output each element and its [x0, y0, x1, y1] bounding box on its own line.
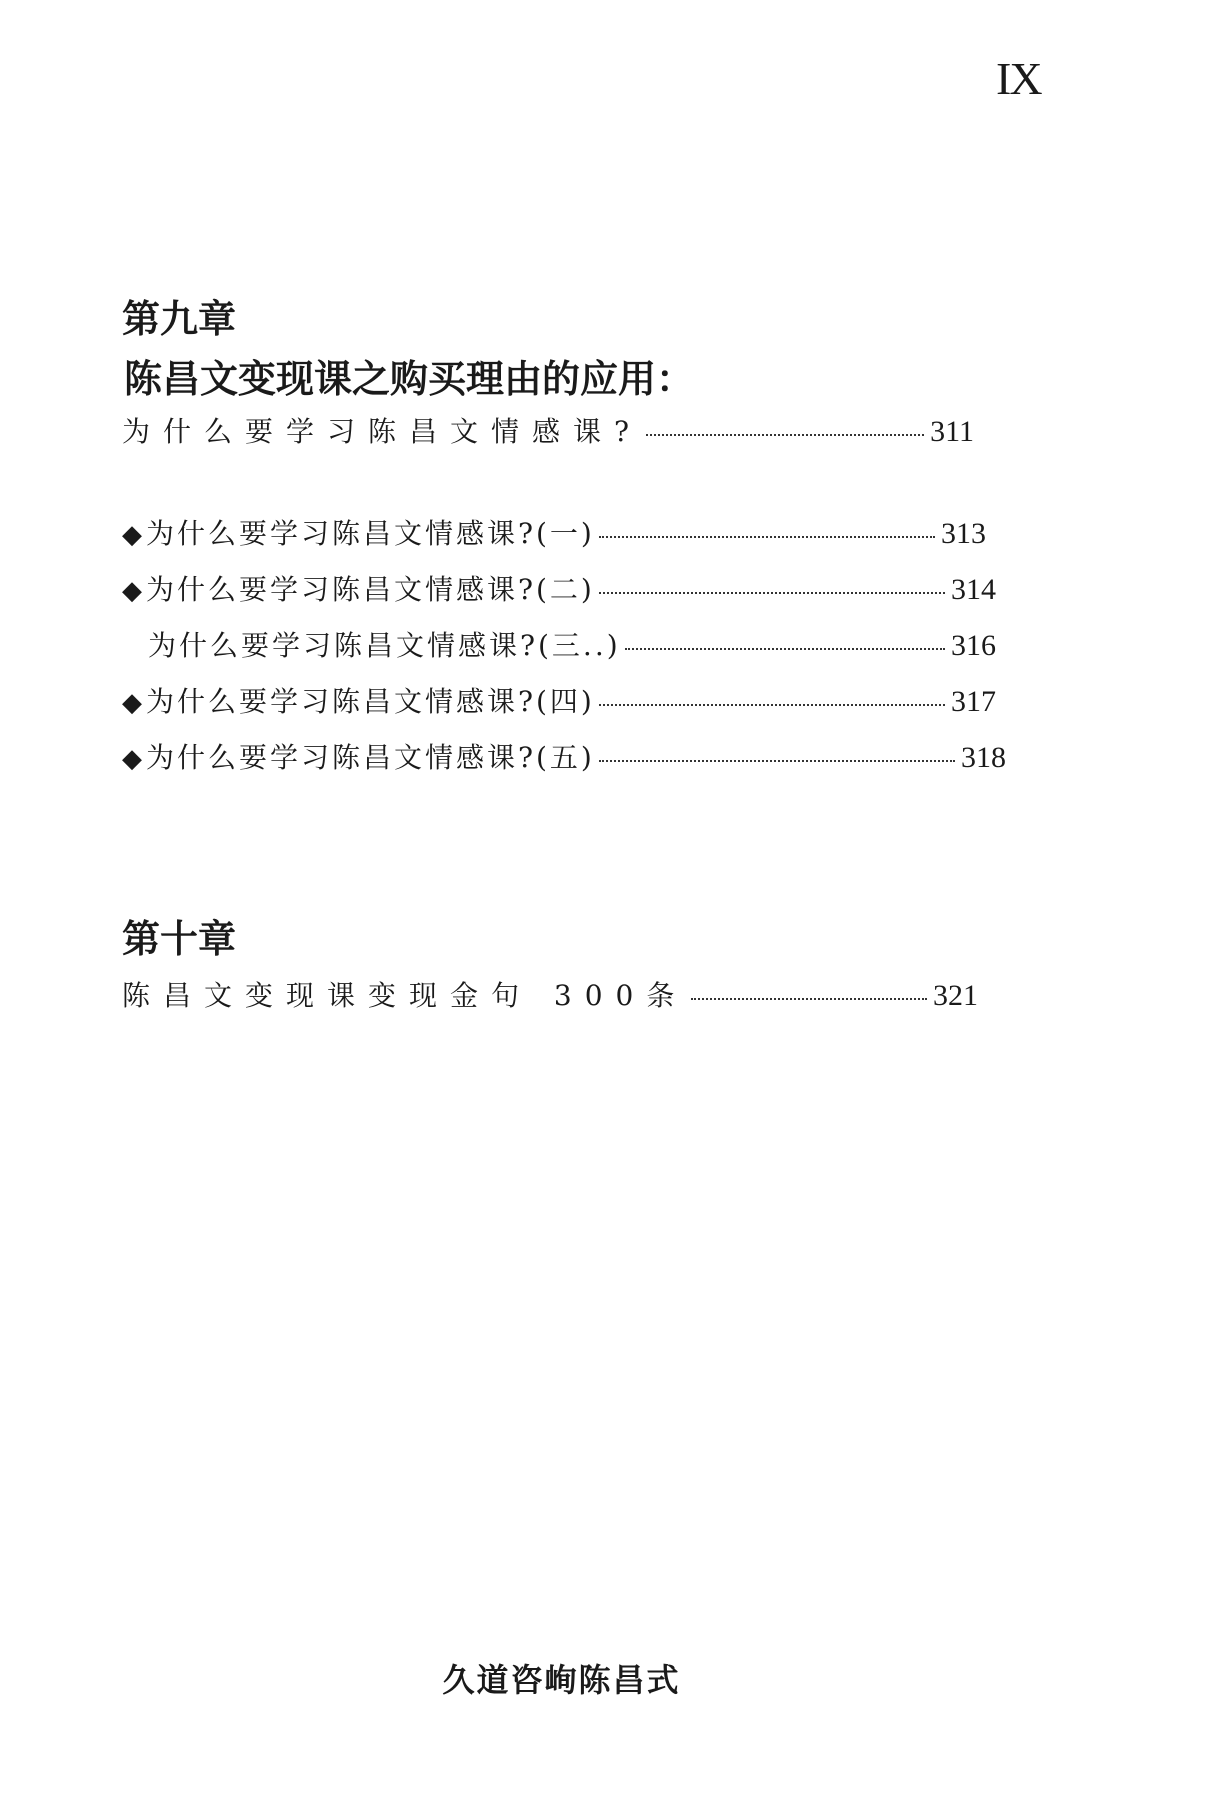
toc-entry-text: 为什么要学习陈昌文情感课?	[122, 415, 643, 448]
toc-entry-314[interactable]	[122, 568, 996, 608]
diamond-bullet-icon: ◆	[122, 520, 142, 550]
toc-entry-page: 314	[951, 573, 996, 606]
toc-entry-page: 313	[941, 517, 986, 550]
toc-entry-text: 为什么要学习陈昌文情感课?(五)	[146, 741, 595, 774]
chapter-9-title: 陈昌文变现课之购买理由的应用：	[124, 357, 695, 401]
diamond-bullet-icon: ◆	[122, 576, 142, 606]
toc-entry-page: 316	[951, 629, 996, 662]
toc-entry-page: 311	[930, 415, 974, 448]
dot-leader	[599, 704, 945, 706]
toc-entry-321[interactable]	[122, 974, 978, 1014]
dot-leader	[691, 998, 927, 1000]
page-number: IX	[996, 53, 1041, 104]
toc-entry-317[interactable]	[122, 680, 996, 720]
dot-leader	[599, 592, 945, 594]
toc-entry-316[interactable]	[148, 624, 996, 664]
chapter-10-label: 第十章	[122, 917, 237, 961]
dot-leader	[599, 760, 955, 762]
toc-entry-text: 陈昌文变现课变现金句 300条	[122, 979, 688, 1012]
toc-entry-page: 321	[933, 979, 978, 1012]
toc-entry-page: 318	[961, 741, 1006, 774]
toc-entry-text: 为什么要学习陈昌文情感课?(一)	[146, 517, 595, 550]
toc-entry-text: 为什么要学习陈昌文情感课?(四)	[146, 685, 595, 718]
toc-entry-313[interactable]	[122, 512, 986, 552]
toc-entry-text: 为什么要学习陈昌文情感课?(二)	[146, 573, 595, 606]
toc-entry-page: 317	[951, 685, 996, 718]
toc-entry-311[interactable]	[122, 410, 974, 450]
toc-entry-318[interactable]	[122, 736, 1006, 776]
toc-entry-text: 为什么要学习陈昌文情感课?(三..)	[148, 629, 621, 662]
dot-leader	[599, 536, 935, 538]
chapter-9-label: 第九章	[122, 297, 237, 341]
diamond-bullet-icon: ◆	[122, 744, 142, 774]
dot-leader	[646, 434, 924, 436]
dot-leader	[625, 648, 945, 650]
page-footer: 久道咨峋陈昌式	[442, 1661, 681, 1699]
diamond-bullet-icon: ◆	[122, 688, 142, 718]
